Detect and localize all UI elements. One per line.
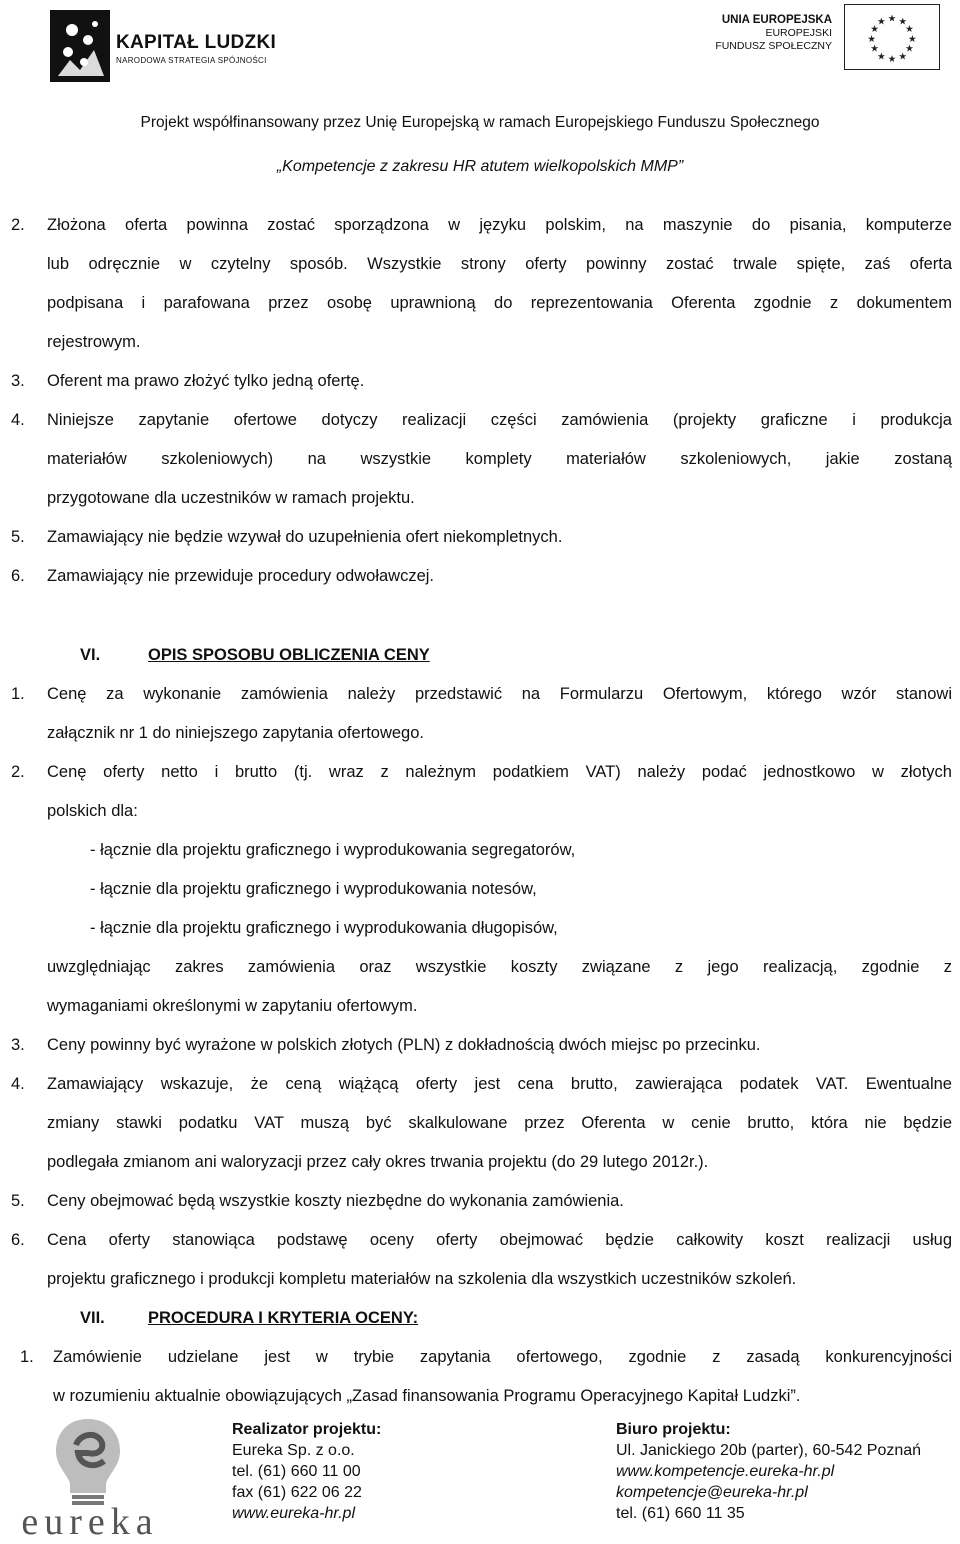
paragraph-line: Cena oferty stanowiąca podstawę oceny oferty obejmować będzie całkowity koszt realizacji usług: [47, 1231, 952, 1249]
svg-text:★: ★: [905, 43, 914, 55]
paragraph-line: Zamawiający wskazuje, że ceną wiążącą oferty jest cena brutto, zawierająca podatek VAT. Ewentualne: [47, 1075, 952, 1093]
eu-flag-icon: [844, 4, 940, 70]
svg-text:★: ★: [876, 16, 886, 28]
kapital-ludzki-title: KAPITAŁ LUDZKI: [116, 32, 277, 53]
paragraph-line: Cenę za wykonanie zamówienia należy przedstawić na Formularzu Ofertowym, którego wzór stanowi: [47, 685, 952, 703]
section-heading: PROCEDURA I KRYTERIA OCENY:: [148, 1309, 419, 1327]
paragraph-line: Zamówienie udzielane jest w trybie zapytania ofertowego, zgodnie z zasadą konkurencyjności: [53, 1348, 952, 1366]
svg-text:★: ★: [908, 33, 917, 45]
paragraph-line: lub odręcznie w czytelny sposób. Wszystkie strony oferty powinny zostać trwale spięte, zaś oferta: [47, 255, 952, 273]
paragraph-line: podpisana i parafowana przez osobę uprawnioną do reprezentowania Oferenta zgodnie z dokumentem: [47, 294, 952, 312]
list-number: 6.: [11, 1231, 25, 1249]
biuro-email-link[interactable]: kompetencje@eureka-hr.pl: [616, 1484, 808, 1501]
biuro-address: Ul. Janickiego 20b (parter), 60-542 Poznań: [616, 1442, 922, 1459]
kapital-ludzki-subtitle: NARODOWA STRATEGIA SPÓJNOŚCI: [116, 56, 267, 65]
dash-item: - łącznie dla projektu graficznego i wyprodukowania notesów,: [90, 880, 537, 898]
paragraph-line: przygotowane dla uczestników w ramach projektu.: [47, 489, 415, 507]
biuro-website-link[interactable]: www.kompetencje.eureka-hr.pl: [616, 1463, 835, 1480]
paragraph-line: Oferent ma prawo złożyć tylko jedną ofertę.: [47, 372, 365, 390]
realizator-block: [232, 1419, 381, 1524]
realizator-website-link[interactable]: www.eureka-hr.pl: [232, 1505, 356, 1522]
svg-text:★: ★: [905, 24, 914, 36]
list-number: 5.: [11, 1192, 25, 1210]
svg-text:★: ★: [870, 43, 879, 55]
list-number: 3.: [11, 372, 25, 390]
svg-text:★: ★: [876, 51, 886, 63]
list-number: 2.: [11, 763, 25, 781]
list-number: 5.: [11, 528, 25, 546]
paragraph-line: projektu graficznego i produkcji kompletu materiałów na szkolenia dla wszystkich uczestników szkoleń.: [47, 1270, 797, 1288]
dash-item: - łącznie dla projektu graficznego i wyprodukowania długopisów,: [90, 919, 558, 937]
paragraph-line: polskich dla:: [47, 802, 138, 820]
svg-text:★: ★: [887, 13, 897, 25]
list-number: 1.: [20, 1348, 34, 1366]
eureka-logo-word: eureka: [21, 1501, 159, 1543]
svg-text:★: ★: [887, 54, 897, 66]
kapital-ludzki-emblem-icon: [50, 10, 110, 82]
section-number: VII.: [80, 1309, 105, 1327]
dash-item: - łącznie dla projektu graficznego i wyprodukowania segregatorów,: [90, 841, 576, 859]
project-name: „Kompetencje z zakresu HR atutem wielkopolskich MMP”: [276, 158, 684, 175]
paragraph-line: Ceny powinny być wyrażone w polskich złotych (PLN) z dokładnością dwóch miejsc po przecinku.: [47, 1036, 761, 1054]
paragraph-line: załącznik nr 1 do niniejszego zapytania ofertowego.: [47, 724, 424, 742]
eu-logo: [692, 4, 940, 74]
cofinancing-statement: Projekt współfinansowany przez Unię Europejską w ramach Europejskiego Funduszu Społecznego: [140, 114, 820, 131]
biuro-block: [616, 1419, 921, 1524]
paragraph-line: Zamawiający nie będzie wzywał do uzupełnienia ofert niekompletnych.: [47, 528, 563, 546]
paragraph-line: Cenę oferty netto i brutto (tj. wraz z należnym podatkiem VAT) należy podać jednostkowo w złotych: [47, 763, 952, 781]
list-number: 6.: [11, 567, 25, 585]
paragraph-line: zmiany stawki podatku VAT muszą być skalkulowane przez Oferenta w cenie brutto, która nie będzie: [47, 1114, 952, 1132]
realizator-phone: tel. (61) 660 11 00: [232, 1463, 361, 1480]
paragraph-line: podlegała zmianom ani waloryzacji przez cały okres trwania projektu (do 29 lutego 2012r.).: [47, 1153, 709, 1171]
paragraph-line: Zamawiający nie przewiduje procedury odwoławczej.: [47, 567, 435, 585]
svg-text:★: ★: [867, 33, 876, 45]
paragraph-line: uwzględniając zakres zamówienia oraz wszystkie koszty związane z jego realizacją, zgodnie z: [47, 958, 952, 976]
paragraph-line: wymaganiami określonymi w zapytaniu ofertowym.: [47, 997, 418, 1015]
eu-logo-line3: FUNDUSZ SPOŁECZNY: [715, 40, 832, 52]
paragraph-line: materiałów szkoleniowych) na wszystkie komplety materiałów szkoleniowych, jakie zostaną: [47, 450, 952, 468]
biuro-phone: tel. (61) 660 11 35: [616, 1505, 745, 1522]
section-number: VI.: [80, 646, 101, 664]
paragraph-line: rejestrowym.: [47, 333, 141, 351]
eu-logo-text: [715, 14, 832, 53]
list-number: 1.: [11, 685, 25, 703]
biuro-heading: Biuro projektu:: [616, 1421, 731, 1438]
list-number: 4.: [11, 1075, 25, 1093]
realizator-heading: Realizator projektu:: [232, 1421, 382, 1438]
realizator-name: Eureka Sp. z o.o.: [232, 1442, 355, 1459]
realizator-fax: fax (61) 622 06 22: [232, 1484, 362, 1501]
paragraph-line: Złożona oferta powinna zostać sporządzona w języku polskim, na maszynie do pisania, komputerze: [47, 216, 952, 234]
svg-text:★: ★: [898, 16, 908, 28]
paragraph-line: Ceny obejmować będą wszystkie koszty niezbędne do wykonania zamówienia.: [47, 1192, 624, 1210]
svg-text:★: ★: [898, 51, 908, 63]
list-number: 2.: [11, 216, 25, 234]
paragraph-line: Niniejsze zapytanie ofertowe dotyczy realizacji części zamówienia (projekty graficzne i produkcja: [47, 411, 952, 429]
list-number: 3.: [11, 1036, 25, 1054]
kapital-ludzki-logo: [50, 10, 290, 85]
list-number: 4.: [11, 411, 25, 429]
paragraph-line: w rozumieniu aktualnie obowiązujących „Zasad finansowania Programu Operacyjnego Kapitał Ludzki”.: [53, 1387, 801, 1405]
section-heading: OPIS SPOSOBU OBLICZENIA CENY: [148, 646, 430, 664]
eu-logo-line1: UNIA EUROPEJSKA: [721, 14, 832, 26]
svg-text:★: ★: [870, 24, 879, 36]
eu-logo-line2: EUROPEJSKI: [765, 27, 832, 39]
